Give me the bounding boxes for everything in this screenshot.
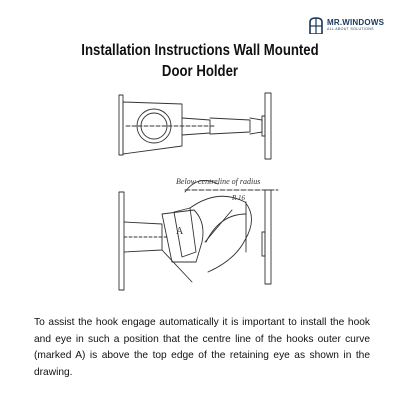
title-line-1: Installation Instructions Wall Mounted [81, 42, 319, 59]
brand-logo [308, 17, 384, 34]
installation-drawing [110, 92, 285, 292]
title-line-2: Door Holder [161, 63, 239, 80]
brand-tagline: ALL ABOUT SOLUTIONS [327, 27, 374, 32]
point-a-label: A [176, 226, 184, 237]
radius-label: R 16 [232, 194, 246, 202]
brand-name: MR.WINDOWS [327, 18, 385, 28]
top-view-eye-plate [119, 93, 271, 159]
side-view-hook-assembly [119, 180, 278, 290]
centreline-note: Below centreline of radius [176, 177, 261, 186]
page-title [64, 40, 336, 82]
window-icon [308, 17, 324, 34]
instruction-text: To assist the hook engage automatically it is important to install the hook and eye in such a position that the centre line of the hooks outer curve (marked A) is above the top edge of the retaining eye as shown in the drawing. [34, 317, 370, 378]
